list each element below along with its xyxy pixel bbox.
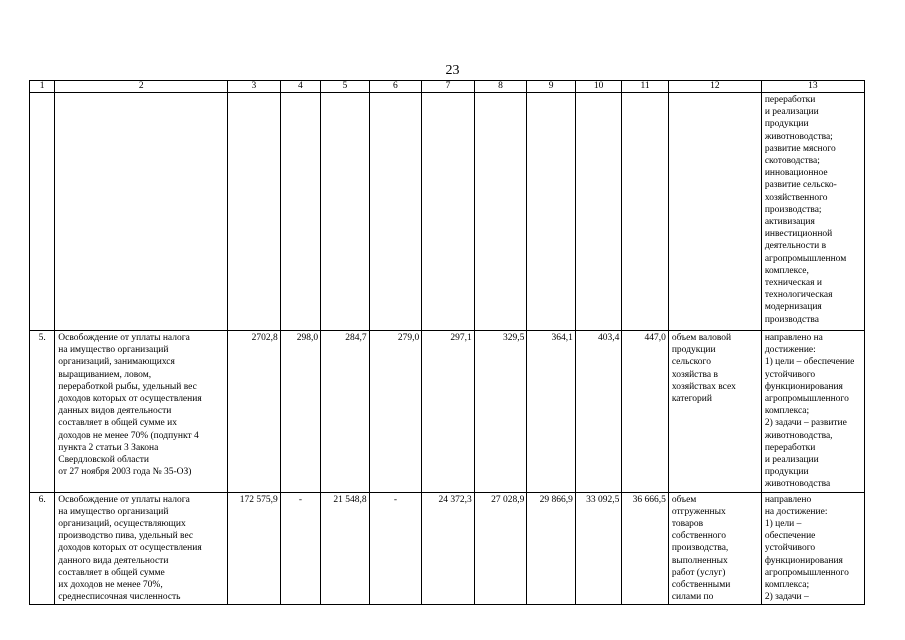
value-cell: 279,0	[369, 331, 422, 493]
value-cell: -	[369, 492, 422, 605]
direction-cell: переработки и реализации продукции животноводства; развитие мясного скотоводства; инновационное развитие сельско- хозяйственного производства; активизация инвестиционной деятельности в агропромышленном комплексе, техническая и технологическая модернизация производства	[761, 93, 864, 331]
value-cell: 172 575,9	[228, 492, 281, 605]
value-cell: 36 666,5	[622, 492, 669, 605]
column-number-row	[30, 81, 865, 93]
value-cell: 33 092,5	[575, 492, 622, 605]
value-cell: 284,7	[321, 331, 370, 493]
column-number: 5	[321, 81, 370, 93]
value-cell: 403,4	[575, 331, 622, 493]
benefit-description: Освобождение от уплаты налога на имущество организаций организаций, осуществляющих производство пива, удельный вес доходов которых от осуществления данного вида деятельности составляет в общей сумме их доходов не менее 70%, среднесписочная численность	[55, 492, 228, 605]
column-number: 1	[30, 81, 55, 93]
value-cell	[575, 93, 622, 331]
value-cell	[527, 93, 576, 331]
value-cell: 298,0	[280, 331, 320, 493]
row-number: 5.	[30, 331, 55, 493]
value-cell	[369, 93, 422, 331]
value-cell: 21 548,8	[321, 492, 370, 605]
value-cell	[422, 93, 475, 331]
value-cell	[474, 93, 527, 331]
value-cell: 2702,8	[228, 331, 281, 493]
value-cell: 329,5	[474, 331, 527, 493]
value-cell	[280, 93, 320, 331]
indicator-cell: объем валовой продукции сельского хозяйства в хозяйствах всех категорий	[668, 331, 761, 493]
value-cell: 29 866,9	[527, 492, 576, 605]
value-cell: 447,0	[622, 331, 669, 493]
row-number: 6.	[30, 492, 55, 605]
table-row	[30, 492, 865, 605]
value-cell	[622, 93, 669, 331]
column-number: 2	[55, 81, 228, 93]
tax-benefits-table	[29, 80, 865, 605]
column-number: 7	[422, 81, 475, 93]
column-number: 4	[280, 81, 320, 93]
column-number: 10	[575, 81, 622, 93]
value-cell	[321, 93, 370, 331]
direction-cell: направлено на достижение: 1) цели – обеспечение устойчивого функционирования агропромышленного комплекса; 2) задачи –	[761, 492, 864, 605]
column-number: 9	[527, 81, 576, 93]
value-cell: 24 372,3	[422, 492, 475, 605]
benefit-description: Освобождение от уплаты налога на имущество организаций организаций, занимающихся выращиванием, ловом, переработкой рыбы, удельный вес доходов которых от осуществления данных видов деятельности составляет в общей сумме их доходов не менее 70% (подпункт 4 пункта 2 статьи 3 Закона Свердловской области от 27 ноября 2003 года № 35-ОЗ)	[55, 331, 228, 493]
direction-cell: направлено на достижение: 1) цели – обеспечение устойчивого функционирования агропромышленного комплекса; 2) задачи – развитие животноводства, переработки и реализации продукции животноводства	[761, 331, 864, 493]
column-number: 6	[369, 81, 422, 93]
column-number: 3	[228, 81, 281, 93]
value-cell	[228, 93, 281, 331]
benefit-description	[55, 93, 228, 331]
value-cell: 297,1	[422, 331, 475, 493]
value-cell: -	[280, 492, 320, 605]
table-row	[30, 93, 865, 331]
value-cell: 27 028,9	[474, 492, 527, 605]
table-row	[30, 331, 865, 493]
indicator-cell: объем отгруженных товаров собственного производства, выполненных работ (услуг) собственными силами по	[668, 492, 761, 605]
column-number: 12	[668, 81, 761, 93]
column-number: 8	[474, 81, 527, 93]
row-number	[30, 93, 55, 331]
page-number: 23	[445, 63, 460, 78]
column-number: 11	[622, 81, 669, 93]
value-cell: 364,1	[527, 331, 576, 493]
column-number: 13	[761, 81, 864, 93]
indicator-cell	[668, 93, 761, 331]
